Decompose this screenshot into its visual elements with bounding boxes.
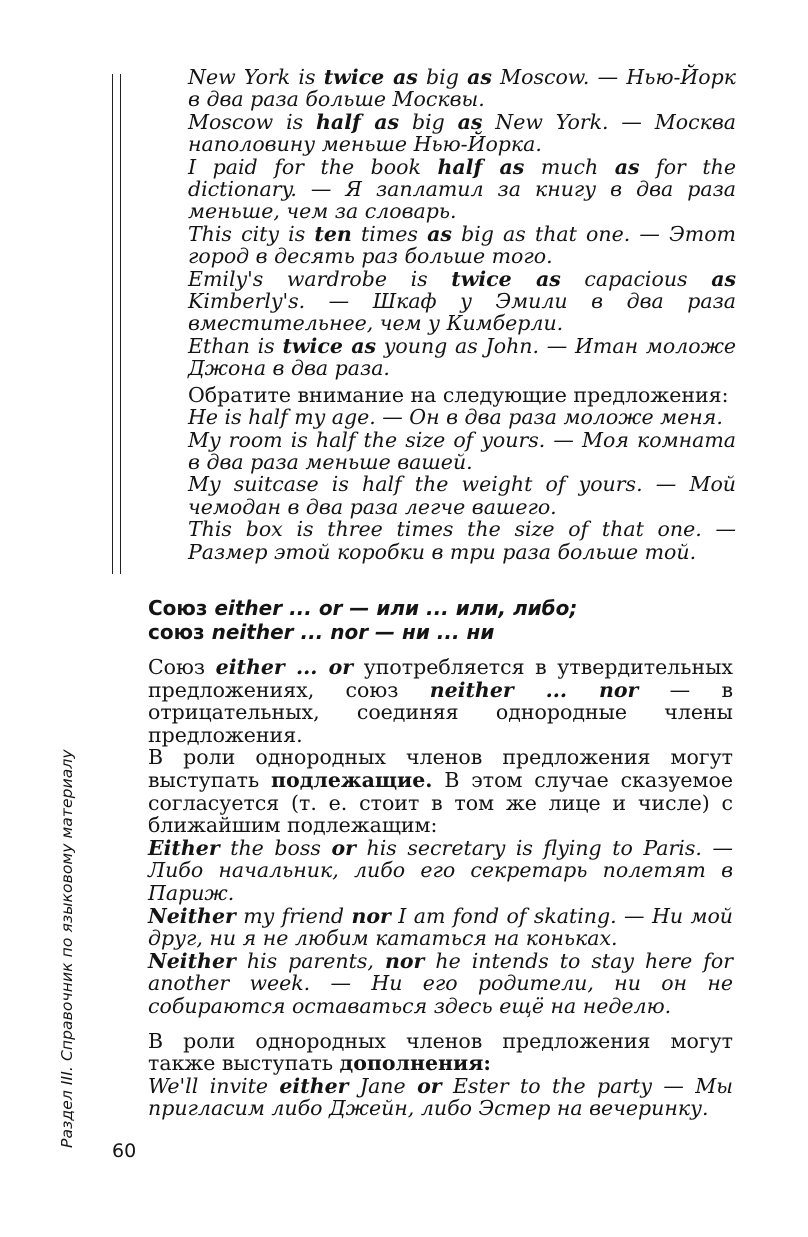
text-run: he intends to stay here for another week. — Ни его родители, ни он не собираются оставаться здесь ещё на неделю. [148, 948, 733, 1018]
comparison-example [188, 268, 736, 335]
page-number: 60 [112, 1140, 137, 1162]
object-examples [148, 1075, 733, 1120]
comparison-example [188, 111, 736, 156]
note-example-list [188, 406, 736, 563]
note-example: He is half my age. — Он в два раза моложе меня. [188, 405, 723, 430]
text-run: Союз [148, 655, 216, 679]
note-example: This box is three times the size of that one. — Размер этой коробки в три раза больше той. [188, 517, 736, 564]
subject-examples [148, 837, 733, 1018]
text-run: nor [351, 903, 391, 928]
text-run: or [417, 1073, 442, 1098]
text-run: as [614, 154, 640, 179]
text-run: young as John. — Итан моложе Джона в два раза. [188, 333, 737, 381]
text-run: We'll invite [148, 1073, 280, 1098]
comparison-example [188, 335, 736, 380]
note-example: My suitcase is half the weight of yours. — Мой чемодан в два раза легче вашего. [188, 472, 736, 519]
text-run: the boss [219, 835, 332, 860]
text-run: twice as [282, 333, 377, 358]
section-heading-line-2: союз neither ... nor — ни ... ни [148, 620, 495, 644]
text-run: употребляется в утвердительных предложениях, союз [148, 655, 733, 702]
text-run: Jane [348, 1073, 418, 1098]
text-run: В этом случае сказуемое согласуется (т. е. стоит в том же лице и числе) с ближайшим подлежащим: [148, 767, 733, 838]
object-example [148, 1075, 733, 1120]
comparison-example-list [188, 66, 736, 380]
subject-example [148, 905, 733, 950]
section-body [148, 656, 733, 1120]
text-run: either ... or [215, 655, 354, 679]
margin-double-rule [112, 74, 121, 574]
text-run: This city is [188, 221, 315, 246]
section-heading-line-1: Союз either ... or — или ... или, либо; [148, 596, 578, 620]
body-paragraph-1 [148, 656, 733, 746]
note-example: My room is half the size of yours. — Моя комната в два раза меньше вашей. [188, 427, 736, 474]
text-run: Emily's wardrobe is [188, 266, 452, 291]
section-side-label: Раздел III. Справочник по языковому материалу [58, 749, 76, 1148]
text-run: Moscow. — Нью-Йорк в два раза больше Москвы. [188, 65, 737, 112]
text-run: as [711, 266, 737, 291]
text-run: Neither [148, 903, 236, 928]
comparison-example [188, 223, 736, 268]
comparison-examples-block [188, 66, 736, 563]
text-run: for the dictionary. — Я заплатил за книгу в два раза меньше, чем за словарь. [188, 154, 736, 224]
attention-note: Обратите внимание на следующие предложения: [188, 382, 729, 407]
text-run: his parents, [235, 948, 385, 973]
text-run: as [467, 65, 492, 89]
text-run: подлежащие. [271, 767, 433, 792]
body-paragraph-2 [148, 746, 733, 836]
text-run: В роли однородных членов предложения могут также выступать [148, 1028, 733, 1076]
text-run: Moscow is [188, 109, 316, 134]
text-run: twice as [323, 65, 418, 89]
text-run: Ester to the party — Мы пригласим либо Джейн, либо Эстер на вечеринку. [148, 1073, 733, 1121]
subject-example [148, 837, 733, 905]
text-run: I paid for the book [188, 154, 438, 179]
text-run: New York is [188, 65, 324, 89]
section-heading [148, 596, 748, 644]
text-run: big [399, 109, 458, 134]
text-run: Either [148, 835, 220, 860]
text-run: Neither [148, 948, 236, 973]
text-run: twice as [451, 266, 561, 291]
text-run: or [331, 835, 356, 860]
text-run: half as [316, 109, 400, 134]
text-run: much [524, 154, 615, 179]
text-run: half as [437, 154, 525, 179]
body-paragraph-3 [148, 1030, 733, 1075]
comparison-example [188, 66, 736, 111]
text-run: capacious [560, 266, 712, 291]
text-run: big [417, 65, 468, 89]
text-run: дополнения: [339, 1051, 491, 1076]
text-run: В роли однородных членов предложения могут выступать [148, 745, 733, 792]
subject-example [148, 950, 733, 1018]
text-run: as [457, 109, 483, 134]
text-run: New York. — Москва наполовину меньше Нью-Йорка. [188, 109, 736, 157]
text-run: neither ... nor [429, 677, 639, 702]
text-run: Kimberly's. — Шкаф у Эмили в два раза вместительнее, чем у Кимберли. [188, 289, 736, 336]
text-run: as [427, 221, 452, 246]
comparison-example [188, 156, 736, 223]
text-run: ten [314, 221, 352, 246]
text-run: either [279, 1073, 349, 1098]
text-run: nor [384, 948, 425, 973]
text-run: big as that one. — Этот город в десять раз больше того. [188, 221, 736, 269]
text-run: — в отрицательных, соединяя однородные члены предложения. [148, 677, 733, 747]
text-run: his secretary is flying to Paris. — Либо начальник, либо его секретарь полетят в Париж. [148, 835, 733, 905]
text-run: Ethan is [188, 333, 283, 358]
text-run: times [351, 221, 428, 246]
text-run: I am fond of skating. — Ни мой друг, ни я не любим кататься на коньках. [148, 903, 733, 951]
text-run: my friend [235, 903, 352, 928]
